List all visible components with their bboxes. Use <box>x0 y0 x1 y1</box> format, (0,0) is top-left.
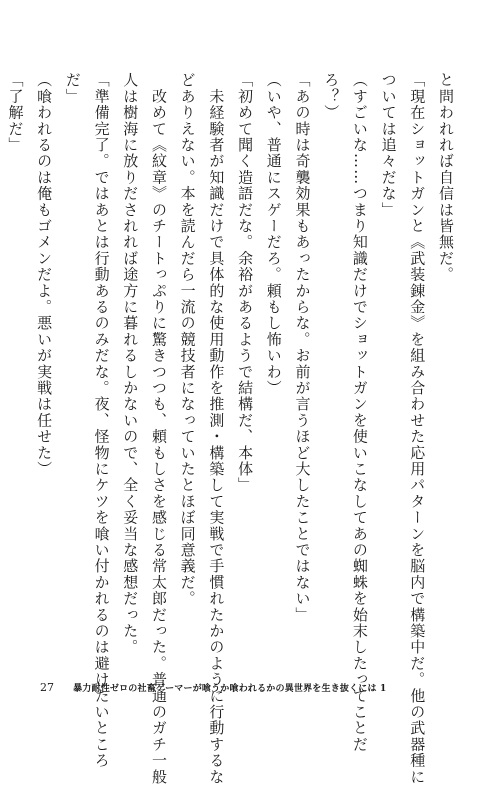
text-line: 未経験者が知識だけで具体的な使用動作を推測・構築して実戦で手慣れたかのように行動するな <box>207 72 226 785</box>
text-line: 「現在ショットガンと《武装錬金》を組み合わせた応用パターンを脳内で構築中だ。他の武器種に <box>408 72 427 785</box>
text-line: （すごいな……つまり知識だけでショットガンを使いこなしてあの蜘蛛を始末したってことだ <box>350 72 369 753</box>
text-line: と問われれば自信は皆無だ。 <box>437 72 455 283</box>
text-line: 「あの時は奇襲効果もあったからな。お前が言うほど大したことではない」 <box>293 72 312 623</box>
text-line: （喰われるのは俺もゴメンだよ。悪いが実戦は任せた） <box>35 72 54 477</box>
text-line: （いや、普通にスゲーだろ。頼もし怖いわ） <box>264 72 283 396</box>
text-line: ろ？） <box>322 72 341 121</box>
text-line: だ」 <box>63 72 82 105</box>
text-line: 「了解だ」 <box>6 72 25 153</box>
page-number: 27 <box>40 681 54 694</box>
text-line: 改めて《紋章》のチートっぷりに驚きつつも、頼もしさを感じる常太郎だった。普通のガチ一般 <box>149 72 168 785</box>
text-line: どありえない。本を読んだら一流の競技者になっていたとほぼ同意義だ。 <box>178 72 197 607</box>
text-line: 人は樹海に放りだされれば途方に暮れるしかないので、全く妥当な感想だった。 <box>121 72 140 656</box>
text-line: 「準備完了。ではあとは行動あるのみだな。夜、怪物にケツを喰い付かれるのは避けたいところ <box>92 72 111 769</box>
text-line: ついては追々だな」 <box>379 72 398 218</box>
book-title: 暴力耐性ゼロの社畜ゲーマーが喰うか喰われるかの異世界を生き抜くには 1 <box>73 684 387 694</box>
text-line <box>0 72 1 632</box>
page-footer <box>40 676 480 695</box>
text-line: 「初めて聞く造語だな。余裕があるようで結構だ、本体」 <box>236 72 255 494</box>
